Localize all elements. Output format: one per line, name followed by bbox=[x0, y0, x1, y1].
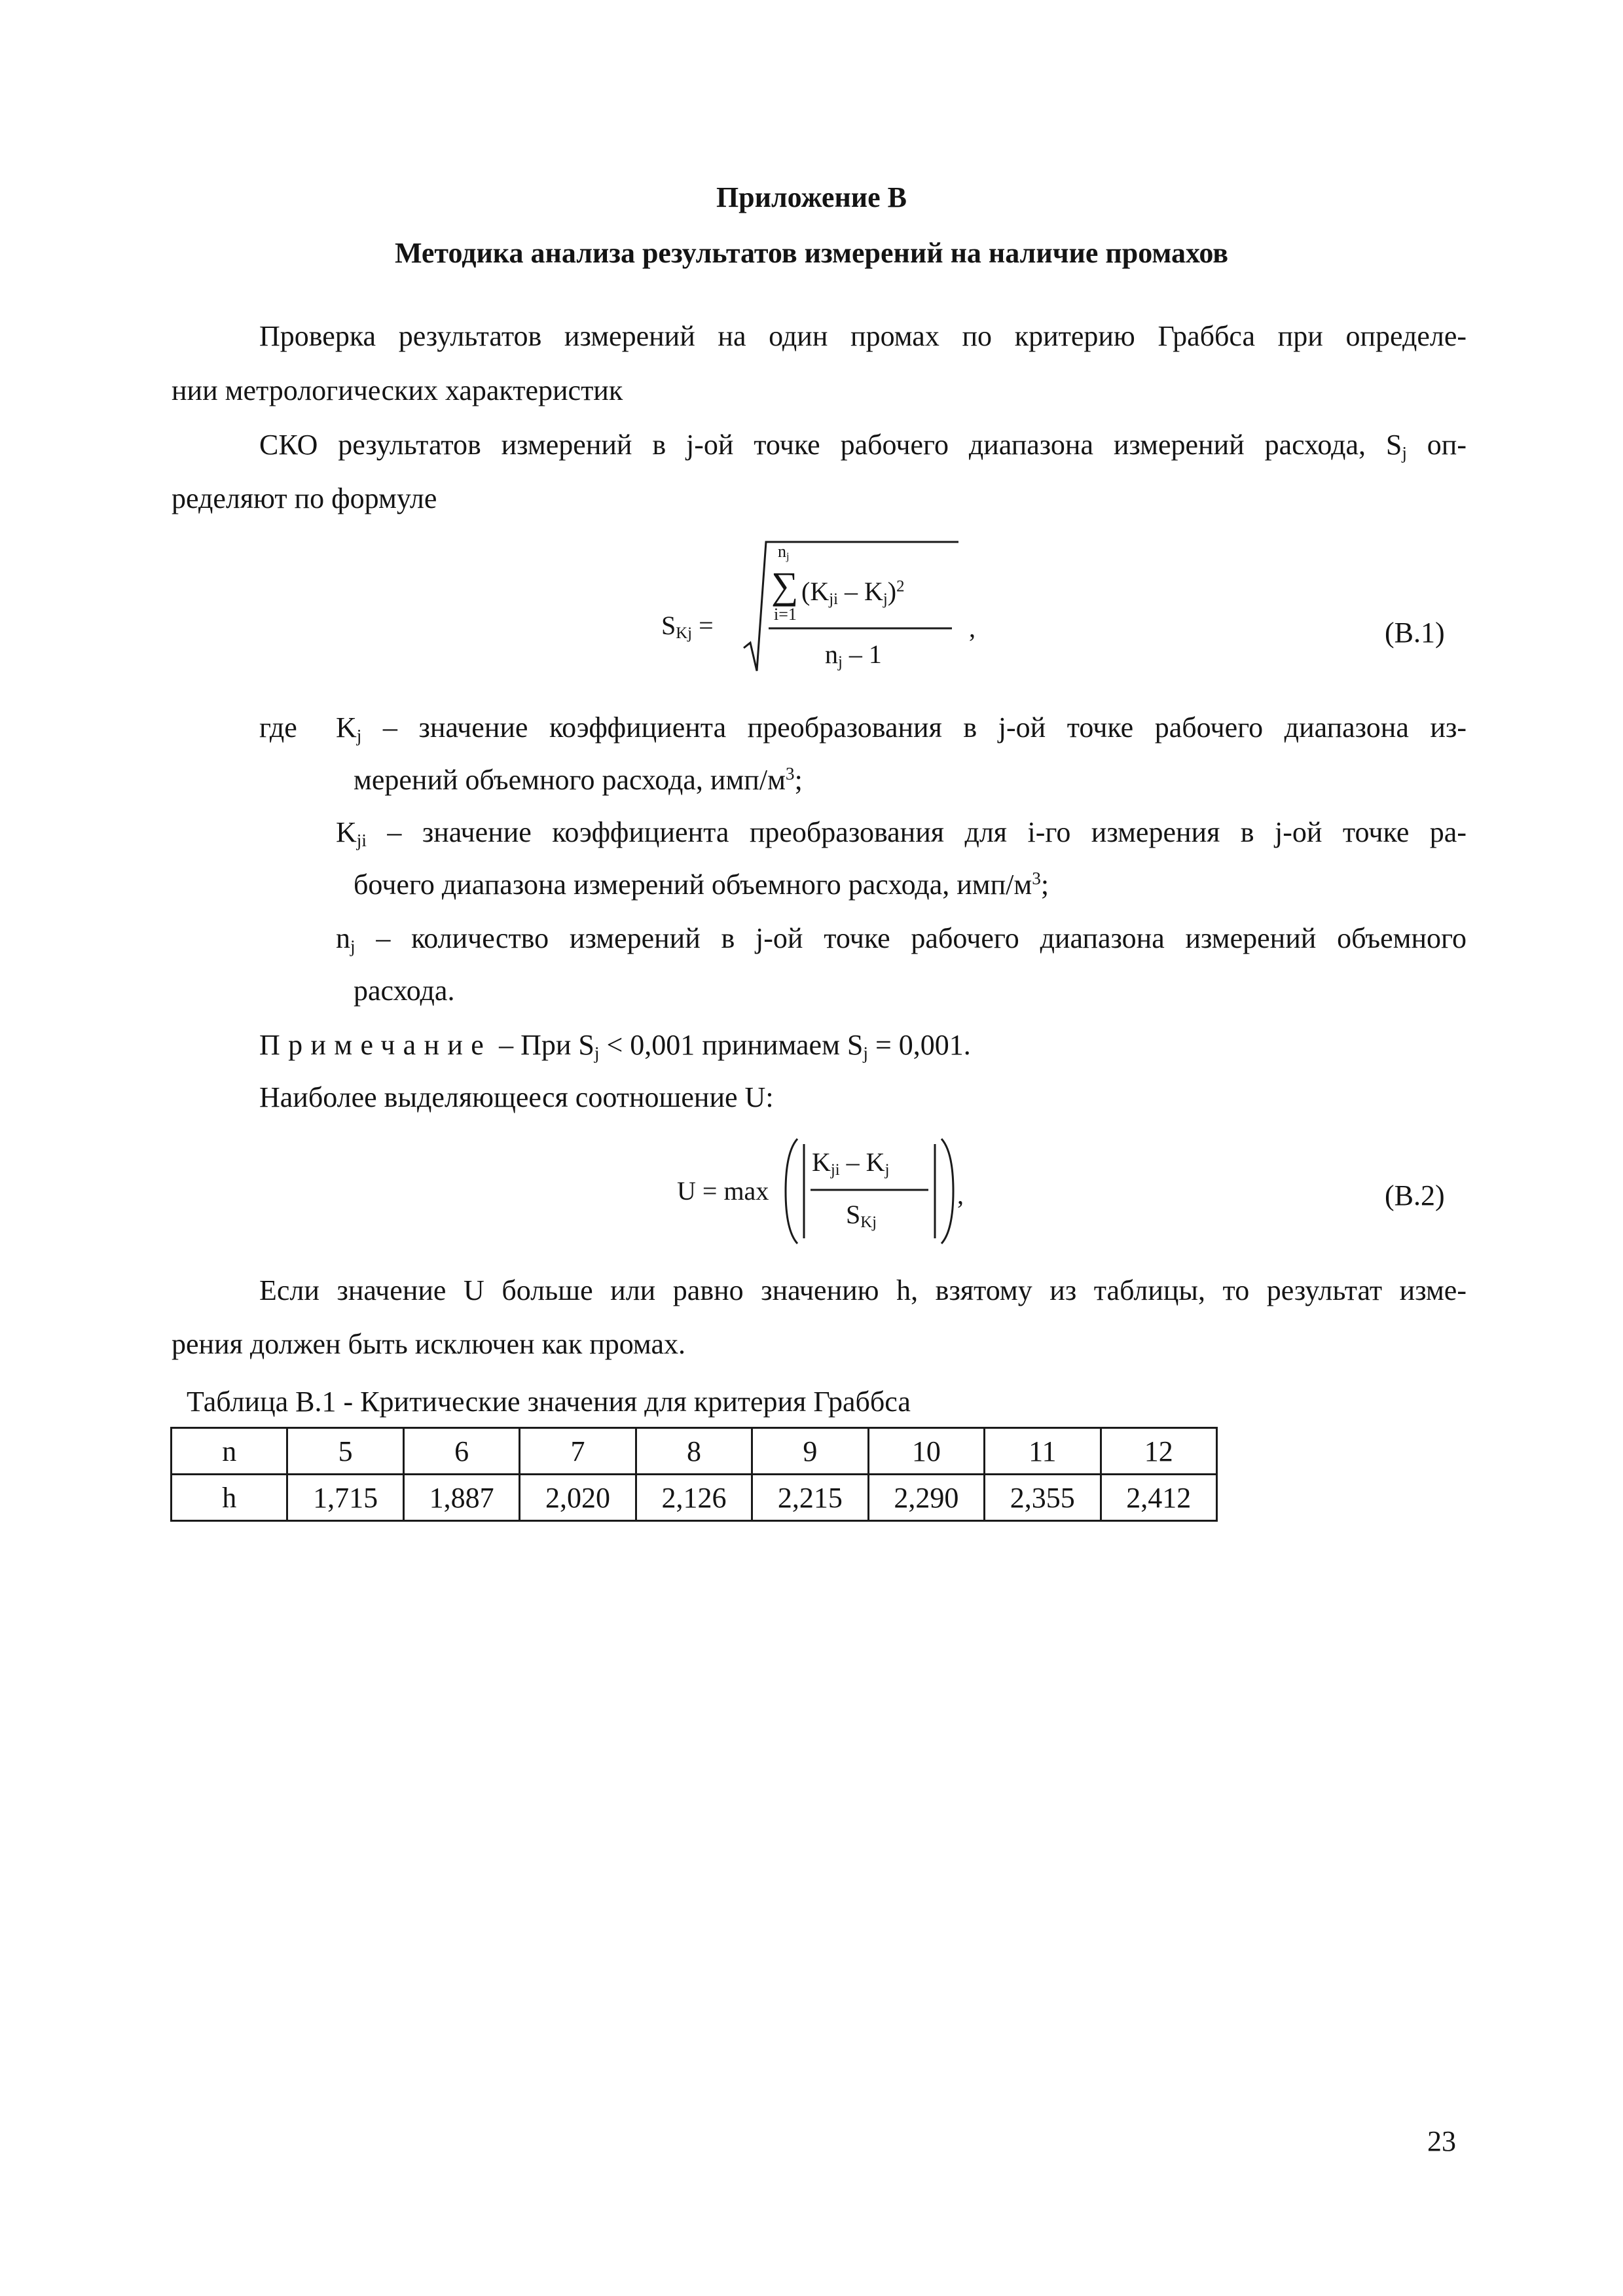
table-cell: 2,020 bbox=[520, 1475, 636, 1521]
table-cell: 1,887 bbox=[403, 1475, 519, 1521]
table-cell: 7 bbox=[520, 1428, 636, 1475]
formula-b2-denominator: $S_{Kj}$ bbox=[846, 1200, 877, 1232]
table-row-h bbox=[172, 1475, 1217, 1521]
ratio-label: Наиболее выделяющееся соотношение U: bbox=[259, 1081, 774, 1113]
note-line: Примечание – При $S_j < 0,001$ принимаем $S_j = 0,001$. bbox=[259, 1029, 971, 1063]
def-kj-line-2: мерений объемного расхода, имп/$м^3$; bbox=[354, 764, 803, 796]
table-cell: 9 bbox=[752, 1428, 868, 1475]
table-cell: 1,715 bbox=[287, 1475, 403, 1521]
formula-b1-sigma: ∑ bbox=[771, 564, 799, 607]
table-cell: 2,290 bbox=[868, 1475, 984, 1521]
table-cell: 8 bbox=[636, 1428, 752, 1475]
table-caption: Таблица В.1 - Критические значения для критерия Граббса bbox=[187, 1386, 911, 1418]
formula-b1-denominator: $n_j - 1$ bbox=[825, 639, 882, 672]
table-cell: 10 bbox=[868, 1428, 984, 1475]
formula-b1-sum-upper: $n_j$ bbox=[778, 542, 790, 563]
formula-b2 bbox=[674, 1126, 976, 1270]
def-nj-line-2: расхода. bbox=[354, 975, 455, 1007]
formula-b2-number: (В.2) bbox=[1385, 1179, 1445, 1211]
formula-b2-lhs: U = max bbox=[677, 1176, 769, 1206]
formula-b1-sum-lower: i=1 bbox=[774, 605, 797, 624]
table-cell: 2,355 bbox=[985, 1475, 1101, 1521]
formula-b1-comma: , bbox=[969, 613, 976, 643]
where-label: где bbox=[259, 711, 297, 744]
formula-b2-comma: , bbox=[957, 1180, 964, 1210]
formula-b1-lhs: $S_{Kj}$ = bbox=[661, 611, 714, 643]
table-cell: 2,126 bbox=[636, 1475, 752, 1521]
page-number: 23 bbox=[1427, 2125, 1456, 2157]
formula-b1 bbox=[661, 524, 989, 707]
row-label-n: n bbox=[172, 1428, 287, 1475]
def-kji-line-1: $K_{ji}$ – значение коэффициента преобразования для i-го измерения в j-ой точке ра- bbox=[336, 816, 1467, 850]
sko-line-2: ределяют по формуле bbox=[172, 482, 437, 514]
formula-b1-number: (В.1) bbox=[1385, 617, 1445, 649]
conclusion-line-2: рения должен быть исключен как промах. bbox=[172, 1328, 685, 1360]
conclusion-line-1: Если значение U больше или равно значению h, взятому из таблицы, то результат изме- bbox=[259, 1274, 1467, 1306]
note-label: Примечание bbox=[259, 1029, 492, 1061]
table-cell: 2,412 bbox=[1101, 1475, 1217, 1521]
table-cell: 12 bbox=[1101, 1428, 1217, 1475]
table-cell: 11 bbox=[985, 1428, 1101, 1475]
intro-line-2: нии метрологических характеристик bbox=[172, 374, 623, 406]
row-label-h: h bbox=[172, 1475, 287, 1521]
table-row-n bbox=[172, 1428, 1217, 1475]
formula-b1-numerator: $(K_{ji} - K_j)^2$ bbox=[801, 577, 905, 609]
def-kji-line-2: бочего диапазона измерений объемного расхода, имп/$м^3$; bbox=[354, 869, 1049, 901]
table-cell: 6 bbox=[403, 1428, 519, 1475]
appendix-heading: Приложение В bbox=[716, 181, 907, 213]
sko-line-1: СКО результатов измерений в j-ой точке рабочего диапазона измерений расхода, $S_j$ оп- bbox=[259, 429, 1467, 463]
formula-b2-numerator: $K_{ji} - K_j$ bbox=[812, 1147, 890, 1179]
table-cell: 2,215 bbox=[752, 1475, 868, 1521]
appendix-title: Методика анализа результатов измерений на наличие промахов bbox=[394, 237, 1229, 269]
grubbs-critical-values-table bbox=[170, 1427, 1218, 1522]
def-nj-line-1: $n_j$ – количество измерений в j-ой точке рабочего диапазона измерений объемного bbox=[336, 922, 1467, 956]
table-cell: 5 bbox=[287, 1428, 403, 1475]
intro-line-1: Проверка результатов измерений на один промах по критерию Граббса при определе- bbox=[259, 320, 1467, 352]
def-kj-line-1: $K_j$ – значение коэффициента преобразования в j-ой точке рабочего диапазона из- bbox=[336, 711, 1467, 745]
